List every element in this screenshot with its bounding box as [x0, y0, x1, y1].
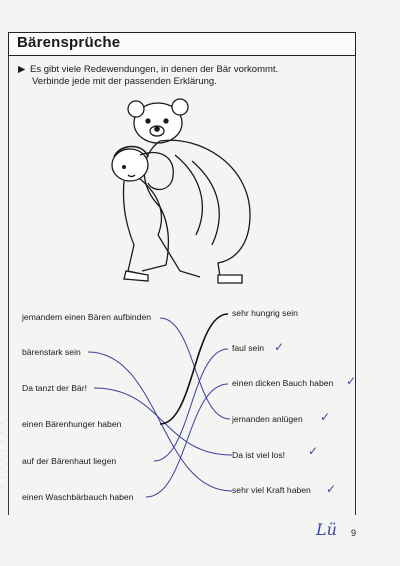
check-mark-icon: ✓ — [346, 374, 357, 388]
page-title: Bärensprüche — [17, 34, 121, 51]
check-mark-icon: ✓ — [274, 340, 285, 354]
right-phrase: Da ist viel los! — [232, 450, 286, 460]
left-phrase: einen Bärenhunger haben — [22, 419, 122, 429]
teacher-initials: Lü — [316, 520, 337, 539]
page-number: 9 — [350, 528, 356, 538]
instruction-line-1: Es gibt viele Redewendungen, in denen der Bär vorkommt. — [30, 64, 279, 75]
connection-line — [160, 318, 230, 419]
bullet-arrow-icon: ▶ — [18, 64, 26, 75]
connection-line — [94, 388, 232, 455]
connection-line — [160, 314, 228, 424]
connection-line — [146, 384, 228, 497]
check-mark-icon: ✓ — [326, 482, 337, 496]
check-mark-icon: ✓ — [320, 410, 331, 424]
left-phrase: auf der Bärenhaut liegen — [22, 456, 117, 466]
right-phrase: faul sein — [232, 343, 265, 353]
instruction-line-2: Verbinde jede mit der passenden Erklärung. — [32, 76, 217, 87]
left-phrase: jemandem einen Bären aufbinden — [22, 312, 151, 322]
left-phrase: einen Waschbärbauch haben — [22, 492, 134, 502]
right-phrase: sehr viel Kraft haben — [232, 485, 311, 495]
right-phrase: einen dicken Bauch haben — [232, 378, 334, 388]
right-phrase: sehr hungrig sein — [232, 308, 298, 318]
left-phrase: bärenstark sein — [22, 347, 81, 357]
connection-line — [88, 352, 232, 491]
margin-marks: · · · · · · · · — [1, 421, 3, 490]
right-phrase: jemanden anlügen — [232, 414, 303, 424]
check-mark-icon: ✓ — [308, 444, 319, 458]
left-phrase: Da tanzt der Bär! — [22, 383, 87, 393]
